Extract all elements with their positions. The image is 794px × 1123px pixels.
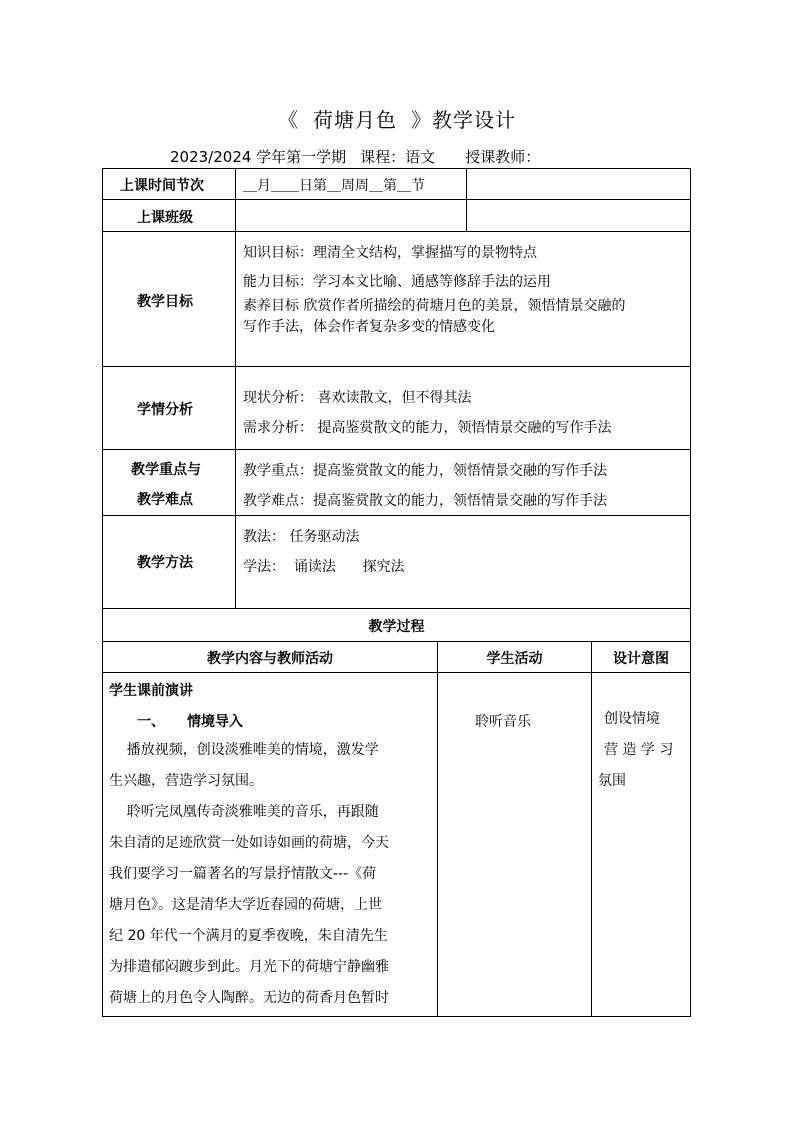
class-value-cell <box>235 199 467 232</box>
current-analysis: 现状分析： 喜欢读散文，但不得其法 <box>243 390 472 406</box>
process-title: 教学过程 <box>368 619 425 635</box>
school-year: 2023/2024 学年第一学期 <box>170 148 347 166</box>
paragraph-line: 朱自清的足迹欣赏一处如诗如画的荷塘，今天 <box>109 835 389 851</box>
course-name: 课程：语文 <box>360 148 436 166</box>
intent-line: 营 造 学 习 <box>604 742 674 758</box>
teaching-method: 教法： 任务驱动法 <box>243 529 360 545</box>
class-extra-cell <box>466 199 691 232</box>
keypoints-label-line2: 教学难点 <box>137 492 193 508</box>
analysis-label: 学情分析 <box>137 402 193 418</box>
title-open-quote: 《 <box>278 108 299 132</box>
section-title: 情境导入 <box>187 714 243 730</box>
paragraph-line: 塘月色》。这是清华大学近春园的荷塘，上世 <box>109 897 382 913</box>
class-label: 上课班级 <box>137 210 193 226</box>
knowledge-objective: 知识目标：理清全文结构，掌握描写的景物特点 <box>243 245 537 261</box>
paragraph-line: 生兴趣，营造学习氛围。 <box>109 773 263 789</box>
paragraph-line: 为排遣郁闷踱步到此。月光下的荷塘宁静幽雅 <box>109 959 389 975</box>
col-teacher-header: 教学内容与教师活动 <box>207 651 333 667</box>
document-title <box>0 104 794 133</box>
learning-method: 学法： 诵读法 探究法 <box>243 559 405 575</box>
title-text: 荷塘月色 <box>313 108 397 132</box>
col-intent-header: 设计意图 <box>613 651 669 667</box>
time-label: 上课时间节次 <box>120 178 204 194</box>
intro-paragraph <box>109 735 389 1014</box>
literacy-objective-line2: 写作手法，体会作者复杂多变的情感变化 <box>243 319 495 335</box>
teacher-label: 授课教师： <box>465 148 541 166</box>
student-activity-text: 聆听音乐 <box>475 714 531 730</box>
time-value: ＿月＿＿日第＿周周＿第＿节 <box>243 178 425 194</box>
title-close-suffix: 》教学设计 <box>411 108 516 132</box>
design-intent-text <box>598 704 674 797</box>
pre-class-speech: 学生课前演讲 <box>109 683 193 699</box>
analysis-content-cell <box>235 366 691 450</box>
paragraph-line: 播放视频，创设淡雅唯美的情境，激发学 <box>109 742 379 758</box>
difficult-point: 教学难点：提高鉴赏散文的能力，领悟情景交融的写作手法 <box>243 493 607 509</box>
paragraph-line: 荷塘上的月色令人陶醉。无边的荷香月色暂时 <box>109 990 389 1006</box>
intent-line: 氛围 <box>598 773 626 789</box>
paragraph-line: 聆听完凤凰传奇淡雅唯美的音乐，再跟随 <box>109 804 379 820</box>
course-info-line <box>170 146 540 167</box>
keypoints-label-line1: 教学重点与 <box>131 462 201 478</box>
methods-label: 教学方法 <box>137 555 193 571</box>
ability-objective: 能力目标：学习本文比喻、通感等修辞手法的运用 <box>243 274 551 290</box>
col-student-header: 学生活动 <box>486 651 543 667</box>
literacy-objective-line1: 素养目标 欣赏作者所描绘的荷塘月色的美景，领悟情景交融的 <box>243 298 626 314</box>
need-analysis: 需求分析： 提高鉴赏散文的能力，领悟情景交融的写作手法 <box>243 420 612 436</box>
time-extra-cell <box>466 168 691 200</box>
intent-line: 创设情境 <box>604 711 660 727</box>
paragraph-line: 我们要学习一篇著名的写景抒情散文---《荷 <box>109 866 377 882</box>
key-point: 教学重点：提高鉴赏散文的能力，领悟情景交融的写作手法 <box>243 463 607 479</box>
section-number: 一、 <box>137 714 165 730</box>
objectives-label: 教学目标 <box>137 294 193 310</box>
paragraph-line: 纪 20 年代一个满月的夏季夜晚，朱自清先生 <box>109 928 388 944</box>
